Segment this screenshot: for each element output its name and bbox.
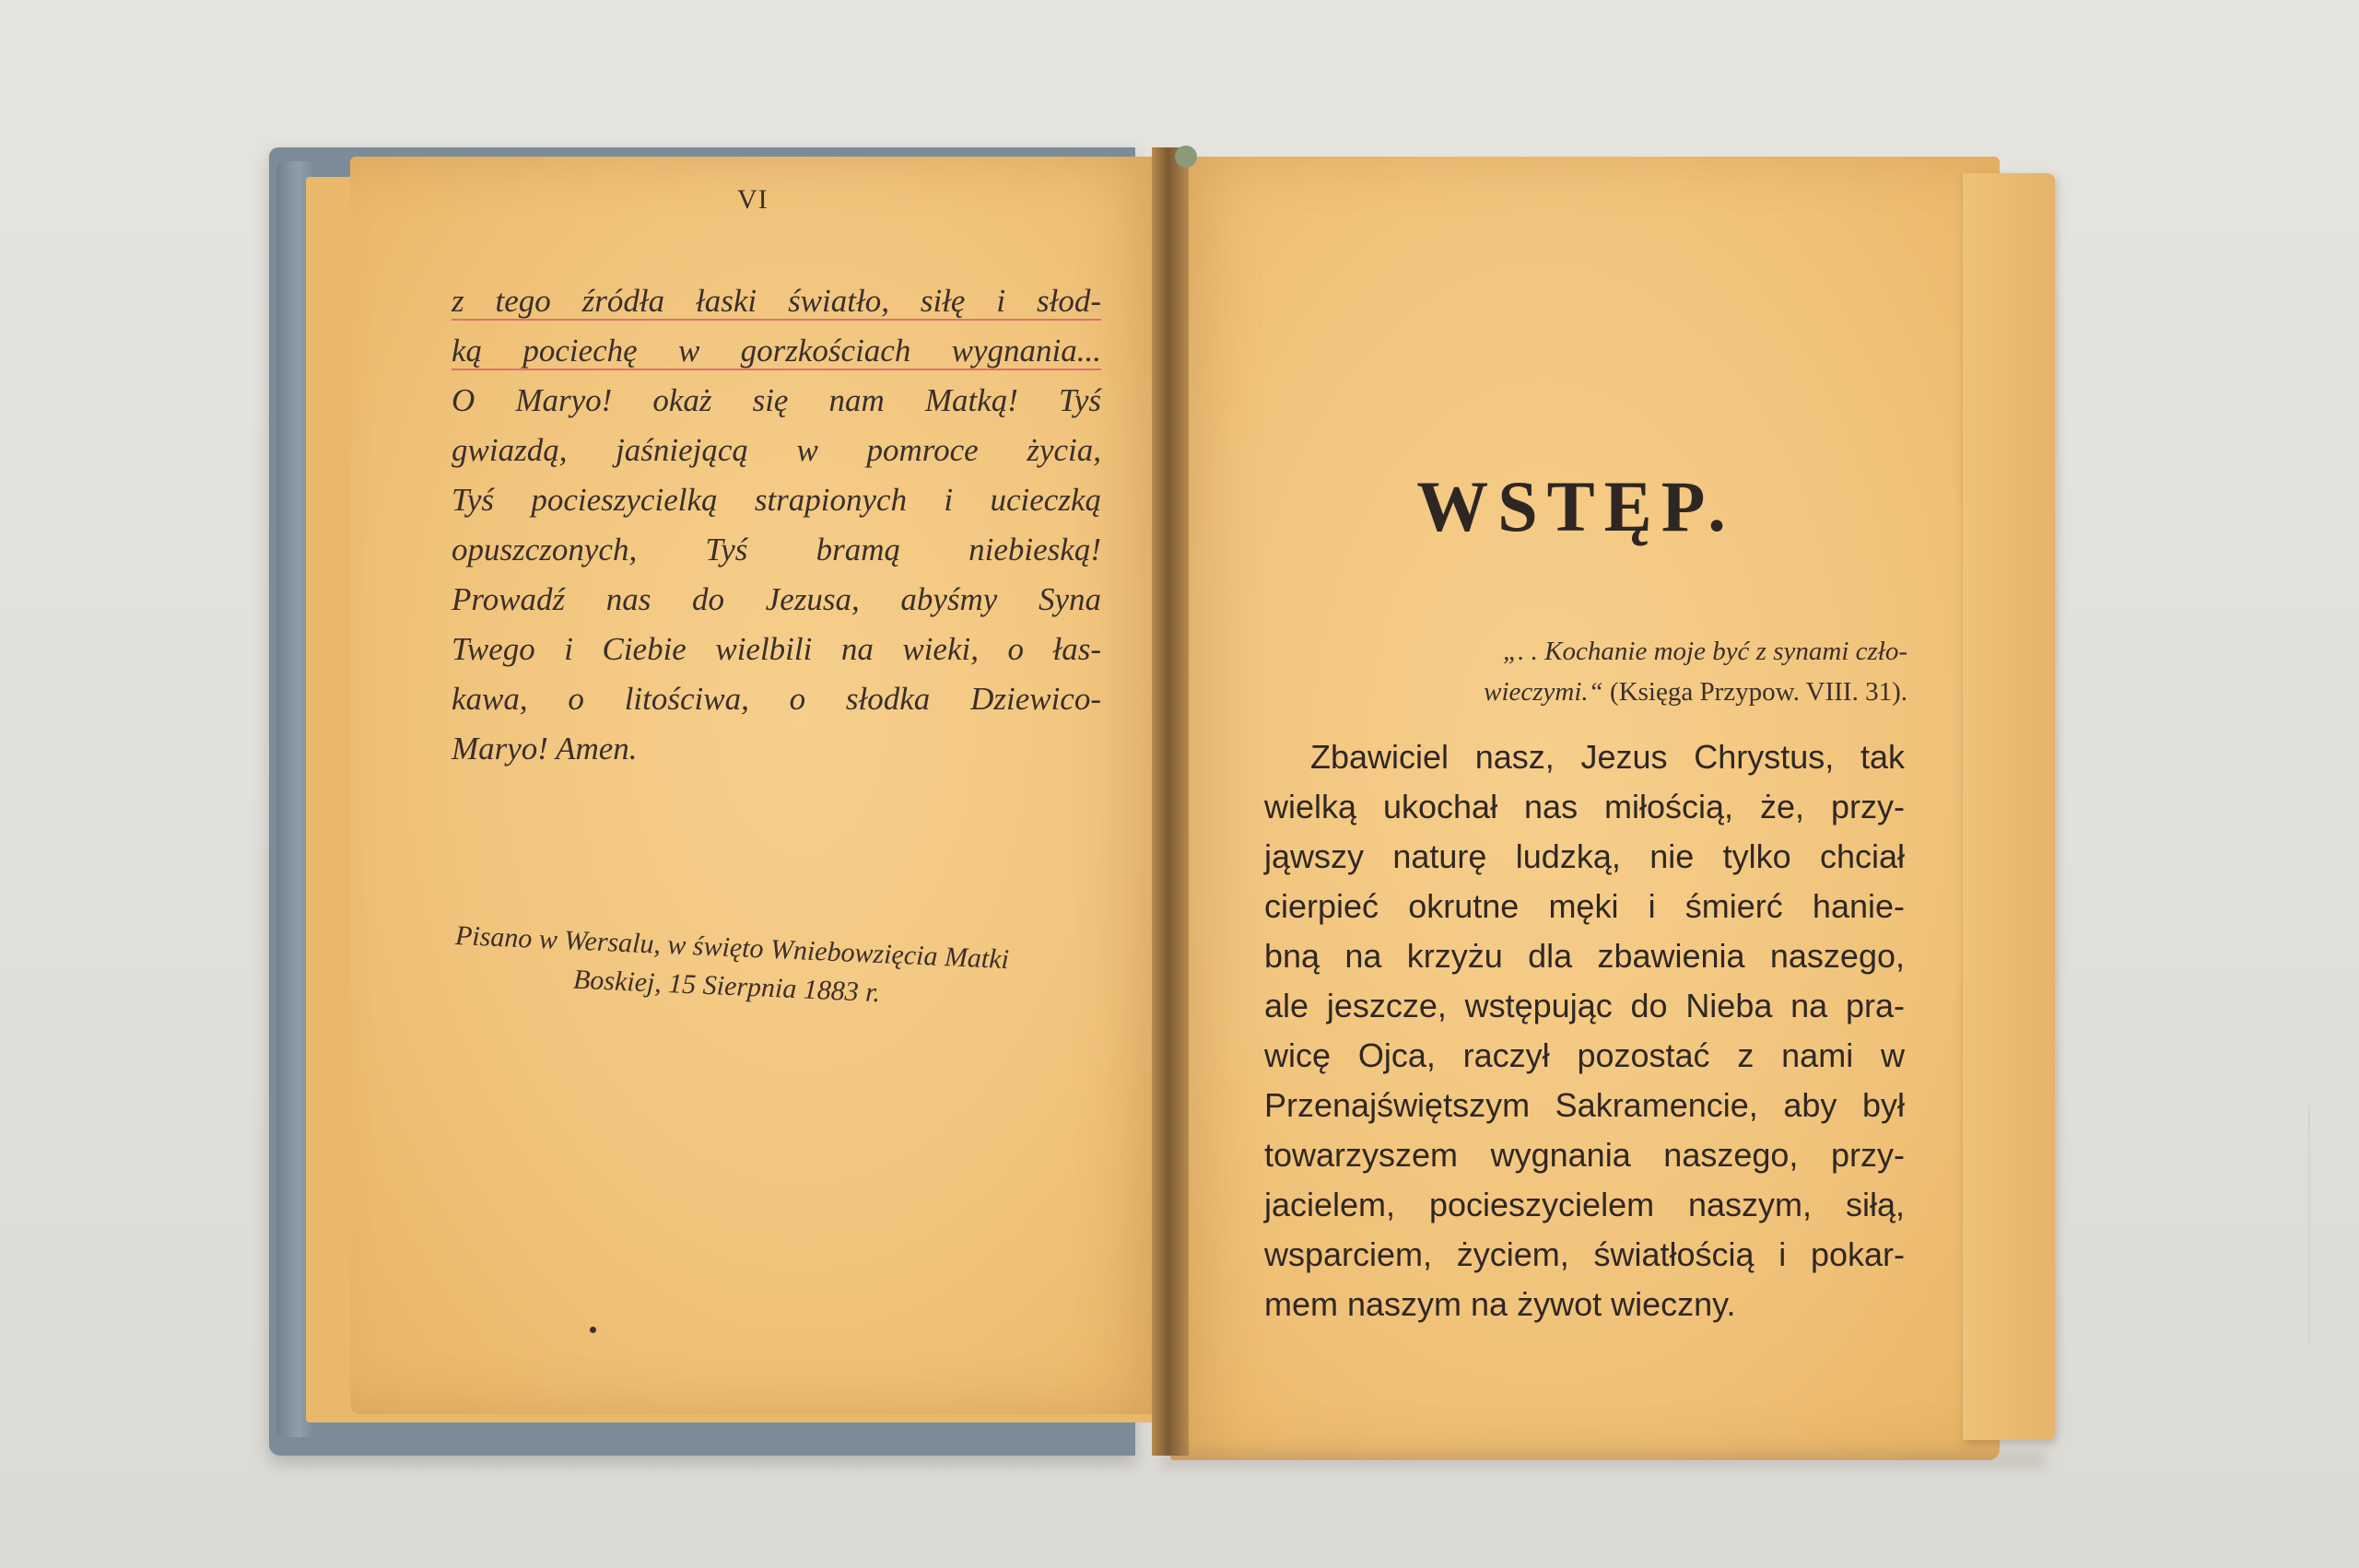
- signature-line: Pisano w Wersalu, w święto Wniebowzięcia Matki: [454, 919, 1010, 976]
- left-line: Tyś pocieszycielką strapionych i ucieczką: [452, 482, 1101, 518]
- epigraph-quote-end: wieczymi.“: [1484, 677, 1603, 707]
- right-line: jąwszy naturę ludzką, nie tylko chciał: [1264, 837, 1905, 875]
- epigraph-line-2: [1410, 672, 1907, 712]
- epigraph: [1410, 631, 1907, 712]
- right-line: jacielem, pocieszycielem naszym, siłą,: [1264, 1186, 1905, 1223]
- left-line: Maryo! Amen.: [452, 731, 638, 766]
- epigraph-line: „. . Kochanie moje być z synami czło-: [1503, 637, 1907, 666]
- left-line: opuszczonych, Tyś bramą niebieską!: [452, 532, 1101, 568]
- right-line: wsparciem, życiem, światłością i pokar-: [1264, 1235, 1905, 1273]
- page-number: VI: [737, 184, 769, 215]
- signature-line: Boskiej, 15 Sierpnia 1883 r.: [572, 964, 881, 1009]
- left-line: kawa, o litościwa, o słodka Dziewico-: [452, 681, 1101, 717]
- right-line: Zbawiciel nasz, Jezus Chrystus, tak: [1310, 738, 1905, 776]
- right-page-stack: [1963, 173, 2055, 1440]
- book-gutter: [1152, 147, 1189, 1456]
- right-line: towarzyszem wygnania naszego, przy-: [1264, 1136, 1905, 1174]
- right-line: bną na krzyżu dla zbawienia naszego,: [1264, 937, 1905, 975]
- right-line: ale jeszcze, wstępując do Nieba na pra-: [1264, 987, 1905, 1024]
- left-line: O Maryo! okaż się nam Matką! Tyś: [452, 382, 1101, 418]
- left-line: z tego źródła łaski światło, siłę i słod-: [452, 283, 1101, 319]
- book-shadow: [1161, 1451, 2046, 1469]
- epigraph-reference: (Księga Przypow. VIII. 31).: [1602, 677, 1907, 707]
- chapter-title: WSTĘP.: [1416, 466, 1735, 546]
- right-line: wielką ukochał nas miłością, że, przy-: [1264, 788, 1905, 825]
- left-line: Prowadź nas do Jezusa, abyśmy Syna: [452, 581, 1101, 617]
- right-line: cierpieć okrutne męki i śmierć hanie-: [1264, 887, 1905, 925]
- left-line: Twego i Ciebie wielbili na wieki, o łas-: [452, 631, 1101, 667]
- right-line: mem naszym na żywot wieczny.: [1264, 1285, 1736, 1323]
- background-mark: [2308, 1106, 2310, 1345]
- left-line: ką pociechę w gorzkościach wygnania...: [452, 333, 1101, 369]
- right-line: Przenajświętszym Sakramencie, aby był: [1264, 1086, 1905, 1124]
- right-page-body: [1264, 732, 1905, 1329]
- left-page-body: [452, 276, 1101, 774]
- left-line: gwiazdą, jaśniejącą w pomroce życia,: [452, 432, 1101, 468]
- binding-thread: [1175, 146, 1197, 168]
- right-line: wicę Ojca, raczył pozostać z nami w: [1264, 1036, 1905, 1074]
- ink-dot: [590, 1327, 596, 1333]
